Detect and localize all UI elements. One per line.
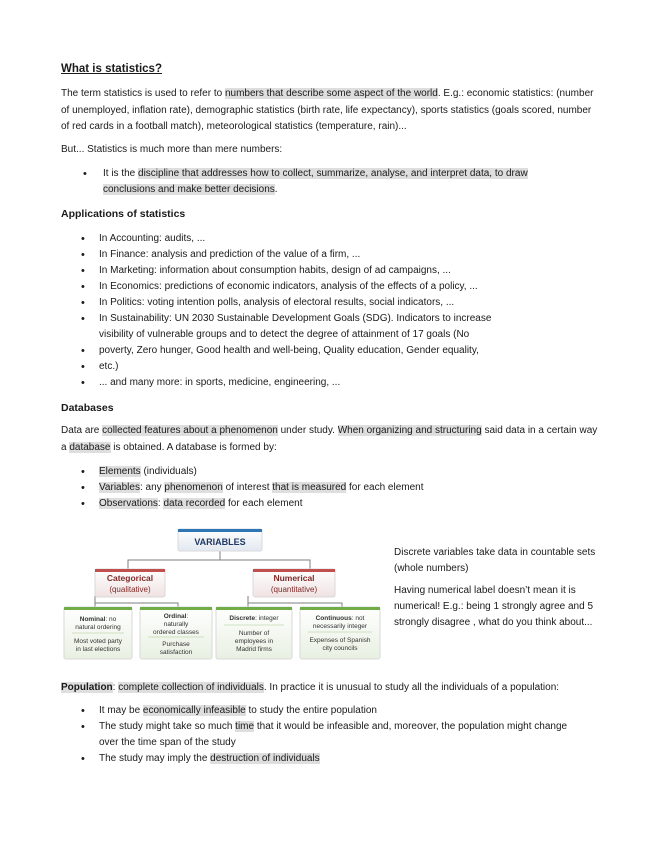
population-paragraph (61, 680, 606, 697)
categorical-title: Categorical (106, 573, 154, 583)
population-list (61, 703, 581, 767)
list-item: • poverty, Zero hunger, Good health and well-being, Quality education, Gender equality, (61, 343, 621, 359)
ordinal-example1: Purchase (162, 641, 190, 648)
nominal-example2: in last elections (75, 646, 121, 653)
text: that it would be infeasible and, moreover, the population might change over the time span of the study (99, 721, 568, 748)
ordinal-rest0: : (186, 613, 189, 620)
highlight: database (69, 441, 111, 453)
list-item: • In Sustainability: UN 2030 Sustainable Development Goals (SDG). Indicators to increase (61, 311, 621, 327)
ordinal-rest1: naturally (163, 621, 189, 628)
text: Data are (61, 425, 103, 436)
list-item: • In Accounting: audits, ... (61, 231, 621, 247)
highlight: collected features about a phenomenon (102, 425, 278, 436)
highlight: data recorded (163, 498, 226, 509)
svg-text:Ordinal: (164, 613, 189, 620)
continuous-bold: Continuous (315, 615, 352, 622)
highlight: economically infeasible (142, 705, 246, 716)
continuous-example2: city councils (322, 645, 358, 652)
list-item (61, 480, 581, 496)
text: . (274, 184, 278, 195)
list-item (61, 719, 581, 751)
discrete-node (216, 607, 292, 659)
text: It is the (103, 168, 139, 179)
list-item: visibility of vulnerable groups and to detect the degree of attainment of 17 goals (No (99, 329, 470, 340)
list-item (61, 751, 581, 767)
list-item (61, 703, 581, 719)
text: said data in a certain way a (61, 425, 598, 453)
numerical-sub: (quantitative) (270, 585, 318, 594)
nominal-node (64, 607, 132, 659)
discrete-rest: : integer (255, 615, 279, 622)
variables-diagram (60, 527, 382, 661)
applications-list (61, 231, 621, 391)
continuous-example1: Expenses of Spanish (309, 637, 371, 644)
highlight: phenomenon (164, 482, 223, 493)
highlight: Variables (99, 482, 140, 493)
numerical-title: Numerical (273, 573, 315, 583)
applications-heading: Applications of statistics (61, 208, 186, 220)
numerical-label-note: Having numerical label doesn’t mean it is numerical! E.g.: being 1 strongly agree and 5 strongly disagree , what do you think about... (394, 585, 594, 628)
text: . In practice it is unusual to study all the individuals of a population: (263, 682, 560, 693)
categorical-node (95, 569, 165, 597)
highlight: that is measured (272, 482, 347, 493)
list-item (61, 464, 581, 480)
svg-text:Continuous: not (316, 615, 365, 622)
nominal-example1: Most voted party (73, 638, 123, 645)
list-item: • In Economics: predictions of economic indicators, analysis of the effects of a policy, ... (61, 279, 621, 295)
list-item: • ... and many more: in sports, medicine, engineering, ... (61, 375, 621, 391)
text: The term statistics is used to refer to (61, 88, 225, 99)
text: is obtained. A database is formed by: (110, 441, 277, 453)
highlight: destruction of individuals (210, 753, 320, 764)
discipline-list (61, 166, 581, 198)
text: : any (139, 482, 165, 493)
text: under study. (277, 425, 338, 436)
nominal-bold: Nominal (79, 616, 106, 623)
numerical-node (253, 569, 335, 597)
database-components-list (61, 464, 581, 512)
list-item (61, 166, 581, 198)
text: The study may imply the (99, 753, 211, 764)
categorical-sub: (qualitative) (109, 585, 151, 594)
page-title: What is statistics? (61, 63, 162, 75)
but-paragraph: But... Statistics is much more than mere numbers: (61, 144, 283, 155)
list-item: • In Finance: analysis and prediction of the value of a firm, ... (61, 247, 621, 263)
text: The study might take so much (99, 721, 236, 732)
highlight: numbers that describe some aspect of the world (224, 88, 438, 99)
ordinal-rest2: ordered classes (153, 629, 199, 636)
variables-root-node (178, 529, 262, 551)
intro-paragraph (61, 86, 601, 136)
list-item (61, 496, 581, 512)
discrete-example2: employees in (234, 638, 274, 645)
text: to study the entire population (245, 705, 377, 716)
root-label: VARIABLES (194, 537, 246, 547)
ordinal-example2: satisfaction (159, 649, 193, 656)
highlight: Observations (99, 498, 158, 509)
text: : (157, 498, 164, 509)
nominal-rest: : no (105, 616, 117, 623)
text: : (112, 682, 119, 693)
discrete-note: Discrete variables take data in countable sets (whole numbers) (394, 547, 596, 574)
discrete-example1: Number of (238, 630, 270, 637)
list-item: • etc.) (61, 359, 621, 375)
highlight: time (235, 721, 255, 732)
highlight: When organizing and structuring (337, 425, 482, 436)
discrete-example3: Madrid firms (236, 646, 272, 653)
list-item: • In Politics: voting intention polls, analysis of electoral results, social indicators, ... (61, 295, 621, 311)
svg-text:Discrete: integer (229, 615, 279, 622)
ordinal-bold: Ordinal (163, 613, 187, 620)
highlight: complete collection of individuals (118, 682, 264, 693)
text: for each element (346, 482, 424, 493)
continuous-rest2: necessarily integer (312, 623, 368, 630)
list-item: • In Marketing: information about consumption habits, design of ad campaigns, ... (61, 263, 621, 279)
text: . E.g.: economic statistics: (number of unemployed, inflation rate), demographic statistics (birth rate, life expectancy), sports statistics (goals scored, number of red cards in a football match), meteorological statistics (temperature, rain)... (61, 88, 594, 132)
highlight: Elements (99, 466, 141, 477)
discrete-bold: Discrete (229, 615, 256, 622)
databases-heading: Databases (61, 402, 114, 414)
text: (individuals) (140, 466, 197, 477)
highlight: discipline that addresses how to collect, summarize, analyse, and interpret data, to draw conclusions and make better decisions (103, 168, 528, 195)
text: It may be (99, 705, 143, 716)
nominal-rest2: natural ordering (75, 624, 121, 631)
highlight: Population (61, 682, 113, 693)
diagram-side-notes (394, 545, 599, 637)
continuous-rest: : not (351, 615, 365, 622)
continuous-node (300, 607, 380, 659)
text: for each element (225, 498, 303, 509)
text: of interest (222, 482, 273, 493)
databases-paragraph (61, 423, 601, 456)
svg-text:Nominal: no (80, 616, 117, 623)
ordinal-node (140, 607, 212, 659)
